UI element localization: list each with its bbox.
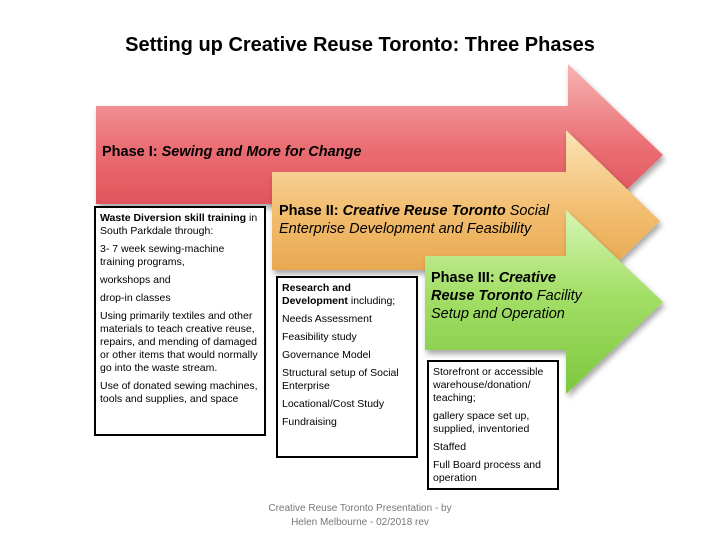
phase-1-item: drop-in classes: [100, 292, 171, 304]
footer-line-1: Creative Reuse Toronto Presentation - by: [268, 503, 452, 514]
phase-1-item: workshops and: [100, 274, 171, 286]
phase-2-item: Governance Model: [282, 349, 371, 361]
phase-2-item: Fundraising: [282, 416, 337, 428]
phase-1-details: [94, 206, 266, 436]
footer-credit: [0, 502, 720, 530]
phase-1-prefix: Phase I:: [102, 144, 162, 160]
phase-3-label: [431, 269, 591, 323]
phase-3-prefix: Phase III:: [431, 270, 499, 286]
phase-1-item: Use of donated sewing machines, tools and supplies, and space: [100, 380, 258, 405]
phase-2-name: Creative Reuse Toronto: [342, 203, 506, 219]
phase-1-name: Sewing and More for Change: [161, 144, 362, 160]
phase-3-item: gallery space set up, supplied, inventoried: [433, 410, 530, 435]
phase-2-label: [279, 202, 569, 238]
phase-3-desc: Facility Setup and Operation: [431, 288, 582, 322]
phase-2-item: Feasibility study: [282, 331, 357, 343]
phase-3-name: Creative Reuse Toronto: [431, 270, 556, 304]
phase-2-prefix: Phase II:: [279, 203, 343, 219]
phase-2-desc: Social Enterprise Development and Feasibility: [279, 203, 550, 237]
phase-1-label: [102, 143, 562, 161]
phase-3-item: Full Board process and operation: [433, 459, 541, 484]
phase-2-item: Needs Assessment: [282, 313, 372, 325]
phase-1-item: Using primarily textiles and other materials to teach creative reuse, repairs, and mending of damaged or other items that would normally go into the waste stream.: [100, 310, 258, 374]
footer-line-2: Helen Melbourne - 02/2018 rev: [291, 517, 429, 528]
phase-3-item: Staffed: [433, 441, 467, 453]
phase-2-item: Research and Development including;: [282, 282, 396, 307]
phase-2-details: [276, 276, 418, 458]
phase-1-item: Waste Diversion skill training in South Parkdale through:: [100, 212, 258, 237]
phase-3-details: [427, 360, 559, 490]
diagram-title: Setting up Creative Reuse Toronto: Three Phases: [125, 34, 595, 56]
phase-2-item: Locational/Cost Study: [282, 398, 385, 410]
phase-3-item: Storefront or accessible warehouse/donation/ teaching;: [433, 366, 544, 404]
phase-2-item: Structural setup of Social Enterprise: [282, 367, 399, 392]
phase-1-item: 3- 7 week sewing-machine training programs,: [100, 243, 225, 268]
